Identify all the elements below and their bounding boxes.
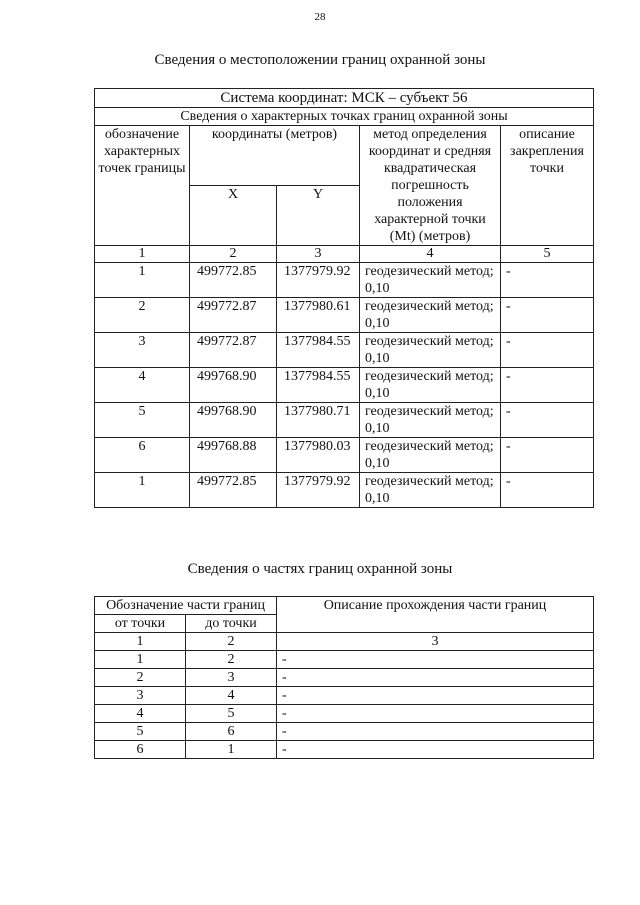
description-cell: - xyxy=(501,403,594,438)
y-cell: 1377984.55 xyxy=(277,333,360,368)
table-row xyxy=(95,403,594,438)
boundary-parts-table xyxy=(94,596,594,759)
description-cell: - xyxy=(277,669,594,687)
point-cell: 1 xyxy=(95,473,190,508)
from-cell: 5 xyxy=(95,723,186,741)
from-cell: 3 xyxy=(95,687,186,705)
x-cell: 499768.88 xyxy=(190,438,277,473)
point-cell: 1 xyxy=(95,263,190,298)
method-cell: геодезический метод; 0,10 xyxy=(360,403,501,438)
header-description: Описание прохождения части границ xyxy=(277,597,594,633)
from-cell: 6 xyxy=(95,741,186,759)
table-row xyxy=(95,741,594,759)
table-row xyxy=(95,669,594,687)
description-cell: - xyxy=(277,651,594,669)
point-cell: 4 xyxy=(95,368,190,403)
coord-system-row xyxy=(95,89,594,108)
method-cell: геодезический метод; 0,10 xyxy=(360,438,501,473)
table-row xyxy=(95,705,594,723)
header-part: Обозначение части границ xyxy=(95,597,277,615)
header-coords: координаты (метров) xyxy=(190,126,360,186)
from-cell: 4 xyxy=(95,705,186,723)
to-cell: 2 xyxy=(186,651,277,669)
column-number: 1 xyxy=(95,246,190,263)
point-cell: 2 xyxy=(95,298,190,333)
description-cell: - xyxy=(277,687,594,705)
header-from: от точки xyxy=(95,615,186,633)
header-point: обозначение характерных точек границы xyxy=(95,126,190,246)
section2-title: Сведения о частях границ охранной зоны xyxy=(187,561,453,577)
column-number: 2 xyxy=(190,246,277,263)
description-cell: - xyxy=(501,438,594,473)
y-cell: 1377980.71 xyxy=(277,403,360,438)
boundary-points-table xyxy=(94,88,594,508)
to-cell: 3 xyxy=(186,669,277,687)
to-cell: 1 xyxy=(186,741,277,759)
x-cell: 499768.90 xyxy=(190,403,277,438)
subtitle-row xyxy=(95,108,594,126)
header-to: до точки xyxy=(186,615,277,633)
column-number: 3 xyxy=(277,246,360,263)
page-number: 28 xyxy=(314,11,326,23)
description-cell: - xyxy=(501,333,594,368)
column-number: 5 xyxy=(501,246,594,263)
y-cell: 1377984.55 xyxy=(277,368,360,403)
table-row xyxy=(95,651,594,669)
header-row xyxy=(95,597,594,615)
description-cell: - xyxy=(277,723,594,741)
table-row xyxy=(95,438,594,473)
x-cell: 499768.90 xyxy=(190,368,277,403)
point-cell: 5 xyxy=(95,403,190,438)
description-cell: - xyxy=(277,741,594,759)
method-cell: геодезический метод; 0,10 xyxy=(360,263,501,298)
x-cell: 499772.85 xyxy=(190,263,277,298)
coord-system-cell: Система координат: МСК – субъект 56 xyxy=(95,89,594,108)
header-row xyxy=(95,126,594,186)
method-cell: геодезический метод; 0,10 xyxy=(360,298,501,333)
column-number: 2 xyxy=(186,633,277,651)
x-cell: 499772.87 xyxy=(190,333,277,368)
point-cell: 3 xyxy=(95,333,190,368)
x-cell: 499772.85 xyxy=(190,473,277,508)
y-cell: 1377980.61 xyxy=(277,298,360,333)
method-cell: геодезический метод; 0,10 xyxy=(360,473,501,508)
table-row xyxy=(95,723,594,741)
table-row xyxy=(95,298,594,333)
header-method: метод определения координат и средняя квадратическая погрешность положения характерной точки (Mt) (метров) xyxy=(360,126,501,246)
to-cell: 6 xyxy=(186,723,277,741)
table-row xyxy=(95,368,594,403)
header-description: описание закрепления точки xyxy=(501,126,594,246)
column-number-row xyxy=(95,633,594,651)
column-number: 1 xyxy=(95,633,186,651)
description-cell: - xyxy=(501,263,594,298)
description-cell: - xyxy=(501,298,594,333)
description-cell: - xyxy=(277,705,594,723)
from-cell: 2 xyxy=(95,669,186,687)
to-cell: 4 xyxy=(186,687,277,705)
table-row xyxy=(95,263,594,298)
header-x: X xyxy=(190,186,277,246)
table-row xyxy=(95,473,594,508)
header-y: Y xyxy=(277,186,360,246)
column-number: 4 xyxy=(360,246,501,263)
method-cell: геодезический метод; 0,10 xyxy=(360,333,501,368)
table-row xyxy=(95,333,594,368)
description-cell: - xyxy=(501,368,594,403)
y-cell: 1377980.03 xyxy=(277,438,360,473)
description-cell: - xyxy=(501,473,594,508)
x-cell: 499772.87 xyxy=(190,298,277,333)
y-cell: 1377979.92 xyxy=(277,473,360,508)
column-number: 3 xyxy=(277,633,594,651)
from-cell: 1 xyxy=(95,651,186,669)
to-cell: 5 xyxy=(186,705,277,723)
method-cell: геодезический метод; 0,10 xyxy=(360,368,501,403)
section1-title: Сведения о местоположении границ охранной зоны xyxy=(154,52,486,68)
point-cell: 6 xyxy=(95,438,190,473)
y-cell: 1377979.92 xyxy=(277,263,360,298)
table-row xyxy=(95,687,594,705)
subtitle-cell: Сведения о характерных точках границ охранной зоны xyxy=(95,108,594,126)
column-number-row xyxy=(95,246,594,263)
